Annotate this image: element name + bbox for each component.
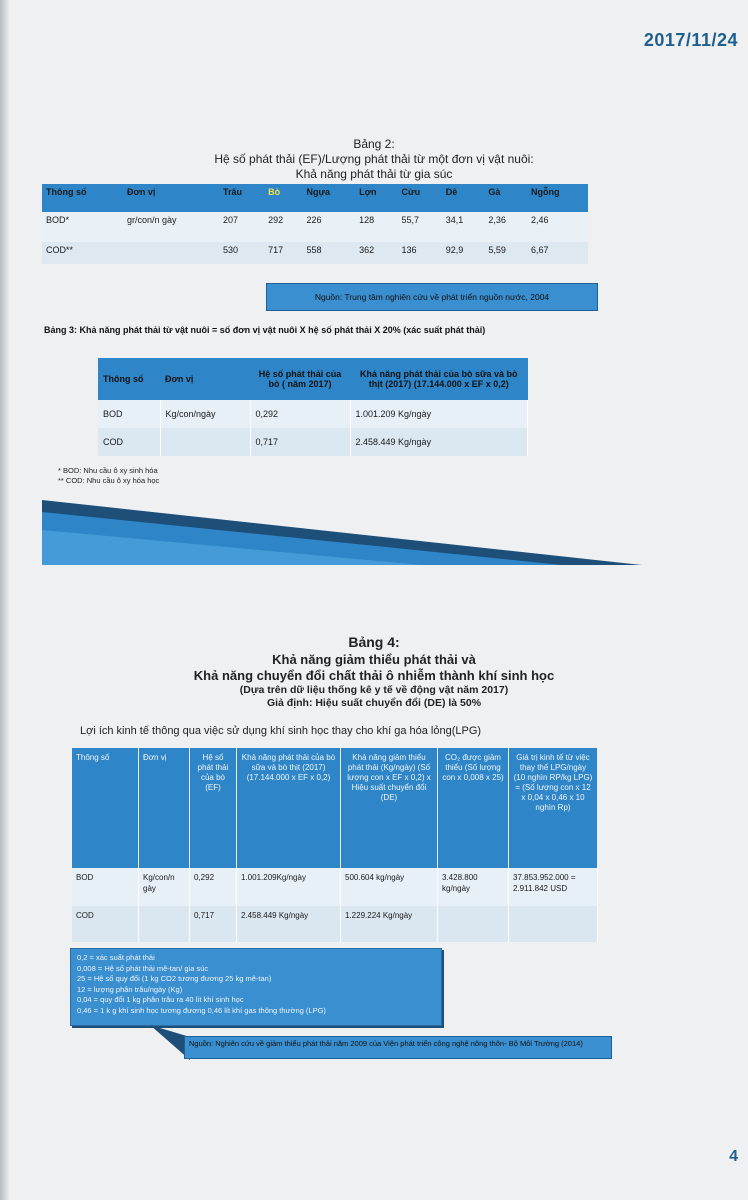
table-cell: 2.458.449 Kg/ngày: [237, 906, 341, 942]
table2-header-cell: Ngỗng: [527, 184, 588, 212]
table-cell: [139, 906, 190, 942]
table-cell: BOD: [72, 868, 139, 906]
table4-title-line4: (Dựa trên dữ liệu thống kê y tế về động vật năm 2017): [239, 684, 509, 696]
table-cell: 1.001.209 Kg/ngày: [350, 400, 528, 428]
table2-caption: [0, 137, 748, 182]
table-cell: 226: [303, 212, 356, 242]
table-cell: 0,292: [190, 868, 237, 906]
table-cell: COD: [98, 428, 160, 456]
table4-header-cell: Giá trị kinh tế từ việc thay thế LPG/ngày (10 nghìn RP/kg LPG) = (Số lượng con x 12 x 0,04 x 0,46 x 10 nghìn Rp): [509, 748, 598, 868]
table4-title: [0, 634, 748, 710]
table2-header-cell: Lợn: [355, 184, 397, 212]
table-row: [98, 400, 528, 428]
table-cell: 500.604 kg/ngày: [341, 868, 438, 906]
table-row: [42, 212, 588, 242]
table2-header-cell: Gà: [484, 184, 527, 212]
table-cell: 3.428.800 kg/ngày: [438, 868, 509, 906]
table-cell: 1.001.209Kg/ngày: [237, 868, 341, 906]
table4-subtitle: Lợi ích kinh tế thông qua việc sử dụng khí sinh học thay cho khí ga hóa lỏng(LPG): [80, 725, 482, 737]
table-cell: BOD*: [42, 212, 123, 242]
note-line: 0,46 = 1 k g khí sinh học tương đương 0,46 lít khí gas thông thường (LPG): [77, 1005, 326, 1015]
table2-caption-line2: Hệ số phát thải (EF)/Lượng phát thải từ một đơn vị vật nuôi:: [214, 152, 534, 166]
table-cell: 0,717: [250, 428, 350, 456]
table-cell: 55,7: [398, 212, 442, 242]
table4-header-cell: Thông số: [72, 748, 139, 868]
note-line: 0,008 = Hệ số phát thải mê-tan/ gia súc: [77, 963, 209, 973]
table2-header-cell: Cừu: [398, 184, 442, 212]
table-cell: gr/con/n gày: [123, 212, 219, 242]
table-cell: 2.458.449 Kg/ngày: [350, 428, 528, 456]
table-cell: 2,36: [484, 212, 527, 242]
table-cell: BOD: [98, 400, 160, 428]
table4-header-cell: Khả năng phát thải của bò sữa và bò thịt (2017) (17.144.000 x EF x 0,2): [237, 748, 341, 868]
table-cell: [509, 906, 598, 942]
table3-header-row: [98, 358, 528, 400]
table-cell: 37.853.952.000 = 2.911.842 USD: [509, 868, 598, 906]
table-cell: 0,292: [250, 400, 350, 428]
table-cell: [438, 906, 509, 942]
footnote-cod: ** COD: Nhu cầu ô xy hóa học: [58, 476, 160, 485]
table4-header-cell: Khả năng giảm thiểu phát thải (Kg/ngày) (Số lượng con x EF x 0,2) x Hiệu suất chuyển đổi (DE): [341, 748, 438, 868]
table-row: [42, 242, 588, 264]
table-cell: COD**: [42, 242, 123, 264]
table-row: [72, 906, 598, 942]
table-cell: 92,9: [442, 242, 485, 264]
table2-header-row: [42, 184, 588, 212]
footnote-bod: * BOD: Nhu cầu ô xy sinh hóa: [58, 466, 158, 475]
table2-header-cell: Ngựa: [303, 184, 356, 212]
table4-header-cell: CO₂ được giảm thiểu (Số lượng con x 0,008 x 25): [438, 748, 509, 868]
table-cell: [160, 428, 250, 456]
table3-header-cell: Khả năng phát thải của bò sữa và bò thịt (2017) (17.144.000 x EF x 0,2): [350, 358, 528, 400]
table-row: [98, 428, 528, 456]
table-cell: 6,67: [527, 242, 588, 264]
note-line: 0,2 = xác suất phát thải: [77, 953, 155, 962]
table2-caption-line3: Khả năng phát thải từ gia súc: [295, 167, 453, 181]
table3-cattle-emissions: [98, 358, 528, 456]
table-cell: 207: [219, 212, 264, 242]
table4-header-row: [72, 748, 598, 868]
page-number: 4: [729, 1148, 738, 1165]
table-cell: 0,717: [190, 906, 237, 942]
table-cell: COD: [72, 906, 139, 942]
table-cell: 362: [355, 242, 397, 264]
table2-emission-factors: [42, 184, 588, 264]
table-row: [72, 868, 598, 906]
table3-header-cell: Hệ số phát thải của bò ( năm 2017): [250, 358, 350, 400]
table2-header-cell: Thông số: [42, 184, 123, 212]
table4-notes-box: [70, 948, 442, 1026]
table3-header-cell: Đơn vị: [160, 358, 250, 400]
note-line: 0,04 = quy đổi 1 kg phân trâu ra 40 lít khí sinh học: [77, 995, 244, 1004]
table4-title-line2: Khả năng giảm thiểu phát thải và: [272, 652, 476, 667]
table-cell: Kg/con/ngày: [160, 400, 250, 428]
table-cell: 558: [303, 242, 356, 264]
table-cell: 34,1: [442, 212, 485, 242]
table4-emission-reduction: [72, 748, 598, 942]
table4-header-cell: Đơn vị: [139, 748, 190, 868]
table-cell: 2,46: [527, 212, 588, 242]
note-line: 12 = lượng phân trâu/ngày (Kg): [77, 984, 183, 994]
table4-header-cell: Hệ số phát thải của bò (EF): [190, 748, 237, 868]
header-date: 2017/11/24: [643, 30, 738, 50]
table-cell: 128: [355, 212, 397, 242]
table4-title-line3: Khả năng chuyển đổi chất thải ô nhiễm thành khí sinh học: [193, 668, 555, 683]
table4-title-line5: Giả định: Hiệu suất chuyển đổi (DE) là 50%: [266, 697, 482, 709]
table2-caption-line1: Bảng 2:: [353, 137, 395, 151]
table3-footnotes: [58, 466, 159, 486]
table-cell: [123, 242, 219, 264]
table-cell: 1.229.224 Kg/ngày: [341, 906, 438, 942]
table3-header-cell: Thông số: [98, 358, 160, 400]
note-line: 25 = Hệ số quy đổi (1 kg CO2 tương đương 25 kg mê-tan): [77, 974, 272, 983]
table2-header-cell: Dê: [442, 184, 485, 212]
table2-header-cell: Trâu: [219, 184, 264, 212]
table2-source-box: Nguồn: Trung tâm nghiên cứu về phát triển nguồn nước, 2004: [266, 283, 598, 311]
table-cell: 5,59: [484, 242, 527, 264]
table-cell: 530: [219, 242, 264, 264]
table3-caption: Bảng 3: Khả năng phát thải từ vật nuôi = số đơn vị vật nuôi X hệ số phát thải X 20% (xác suất phát thải): [44, 325, 486, 335]
table4-title-line1: Bảng 4:: [348, 634, 400, 650]
table-cell: Kg/con/n gày: [139, 868, 190, 906]
table-cell: 292: [264, 212, 302, 242]
table-cell: 136: [398, 242, 442, 264]
table2-header-cell: Đơn vị: [123, 184, 219, 212]
decorative-wedge-graphic: [42, 490, 642, 565]
table-cell: 717: [264, 242, 302, 264]
table4-source-box: Nguồn: Nghiên cứu về giảm thiểu phát thải năm 2009 của Viện phát triển công nghệ nông thôn- Bộ Môi Trường (2014): [184, 1036, 612, 1059]
table2-header-cell-highlighted: Bò: [264, 184, 302, 212]
